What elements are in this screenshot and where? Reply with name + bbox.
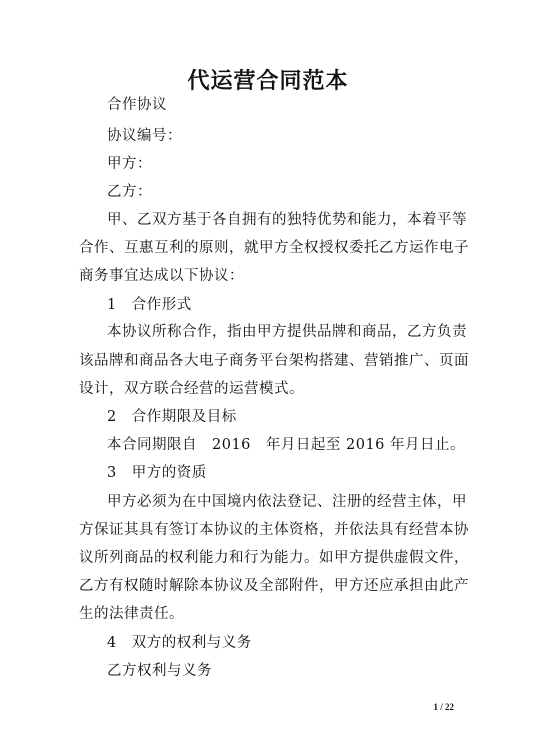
text-line: 乙方权利与义务	[107, 663, 212, 679]
text-line: 本协议所称合作，指由甲方提供品牌和商品，乙方负责	[107, 324, 467, 340]
section-heading: 2 合作期限及目标	[107, 409, 237, 425]
text-line: 设计，双方联合经营的运营模式。	[79, 381, 304, 397]
document-title: 代运营合同范本	[187, 68, 349, 94]
page-number: 1 / 22	[433, 702, 454, 712]
text-line: 本合同期限自 2016 年月日起至 2016 年月日止。	[107, 437, 466, 453]
text-line: 议所列商品的权利能力和行为能力。如甲方提供虚假文件，	[79, 550, 469, 566]
text-line: 协议编号：	[107, 128, 182, 144]
text-line: 生的法律责任。	[79, 606, 184, 622]
text-line: 乙方有权随时解除本协议及全部附件，甲方还应承担由此产	[79, 578, 469, 594]
section-heading: 1 合作形式	[107, 297, 192, 313]
text-line: 合作协议	[107, 97, 167, 113]
text-line: 甲、乙双方基于各自拥有的独特优势和能力，本着平等	[107, 212, 467, 228]
text-line: 商务事宜达成以下协议：	[79, 268, 244, 284]
text-line: 合作、互惠互利的原则，就甲方全权授权委托乙方运作电子	[79, 240, 469, 256]
section-heading: 4 双方的权利与义务	[107, 635, 252, 651]
text-line: 该品牌和商品各大电子商务平台架构搭建、营销推广、页面	[79, 353, 469, 369]
section-heading: 3 甲方的资质	[107, 465, 207, 481]
text-line: 方保证其具有签订本协议的主体资格，并依法具有经营本协	[79, 522, 469, 538]
text-line: 乙方：	[107, 184, 152, 200]
text-line: 甲方：	[107, 156, 152, 172]
text-line: 甲方必须为在中国境内依法登记、注册的经营主体，甲	[107, 494, 467, 510]
